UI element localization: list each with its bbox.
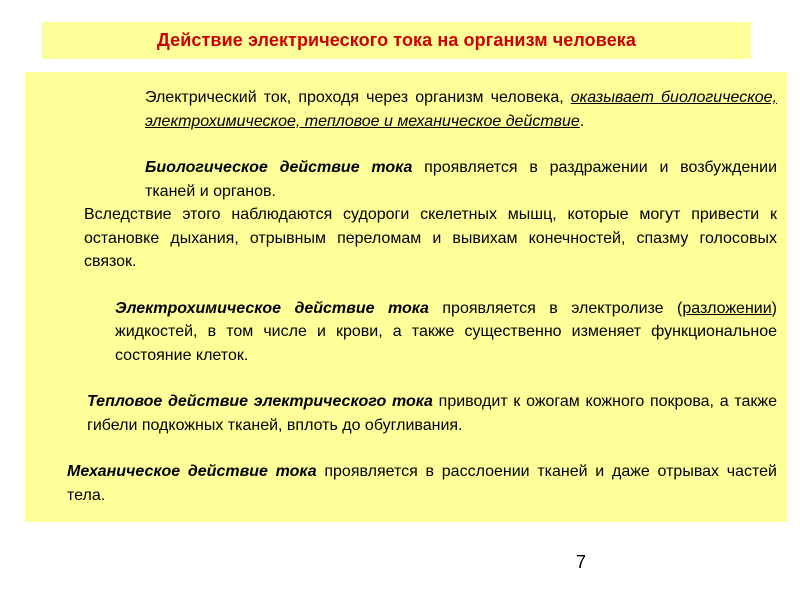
thermal-text: приводит к ожогам кожного покрова, а также гибели подкожных тканей, вплоть до обугливания.: [87, 393, 777, 434]
content-box: [25, 72, 787, 522]
mechanical-text: проявляется в расслоении тканей и даже отрывах частей тела.: [67, 463, 777, 504]
intro-paragraph: [33, 86, 777, 133]
consequences-paragraph: Вследствие этого наблюдаются судороги скелетных мышц, которые могут привести к остановке дыхания, отрывным переломам и вывихам конечностей, спазму голосовых связок.: [84, 206, 777, 270]
electrochemical-text: проявляется в электролизе (: [428, 299, 683, 317]
biological-paragraph: [33, 156, 777, 203]
mechanical-paragraph: [33, 460, 777, 507]
intro-end: .: [579, 112, 585, 130]
biological-heading: Биологическое действие тока: [145, 159, 413, 176]
mechanical-heading: Механическое действие тока: [67, 463, 317, 480]
thermal-paragraph: [33, 390, 777, 437]
thermal-heading: Тепловое действие электрического тока: [87, 393, 433, 410]
title-bar: [42, 22, 751, 59]
biological-text: проявляется в раздражении и возбуждении тканей и органов.: [145, 159, 777, 200]
intro-emphasis: оказывает биологическое, электрохимическое, тепловое и механическое действие: [145, 89, 777, 130]
page-number: 7: [576, 552, 587, 572]
electrochemical-heading: Электрохимическое действие тока: [115, 299, 429, 317]
intro-text: Электрический ток, проходя через организм человека,: [145, 89, 571, 106]
page-title: Действие электрического тока на организм человека: [156, 30, 637, 50]
electrochemical-paragraph: [33, 297, 777, 368]
electrochemical-underlined: разложении: [682, 299, 772, 317]
electrochemical-text-end: ) жидкостей, в том числе и крови, а также существенно изменяет функциональное состояние клеток.: [115, 299, 777, 364]
